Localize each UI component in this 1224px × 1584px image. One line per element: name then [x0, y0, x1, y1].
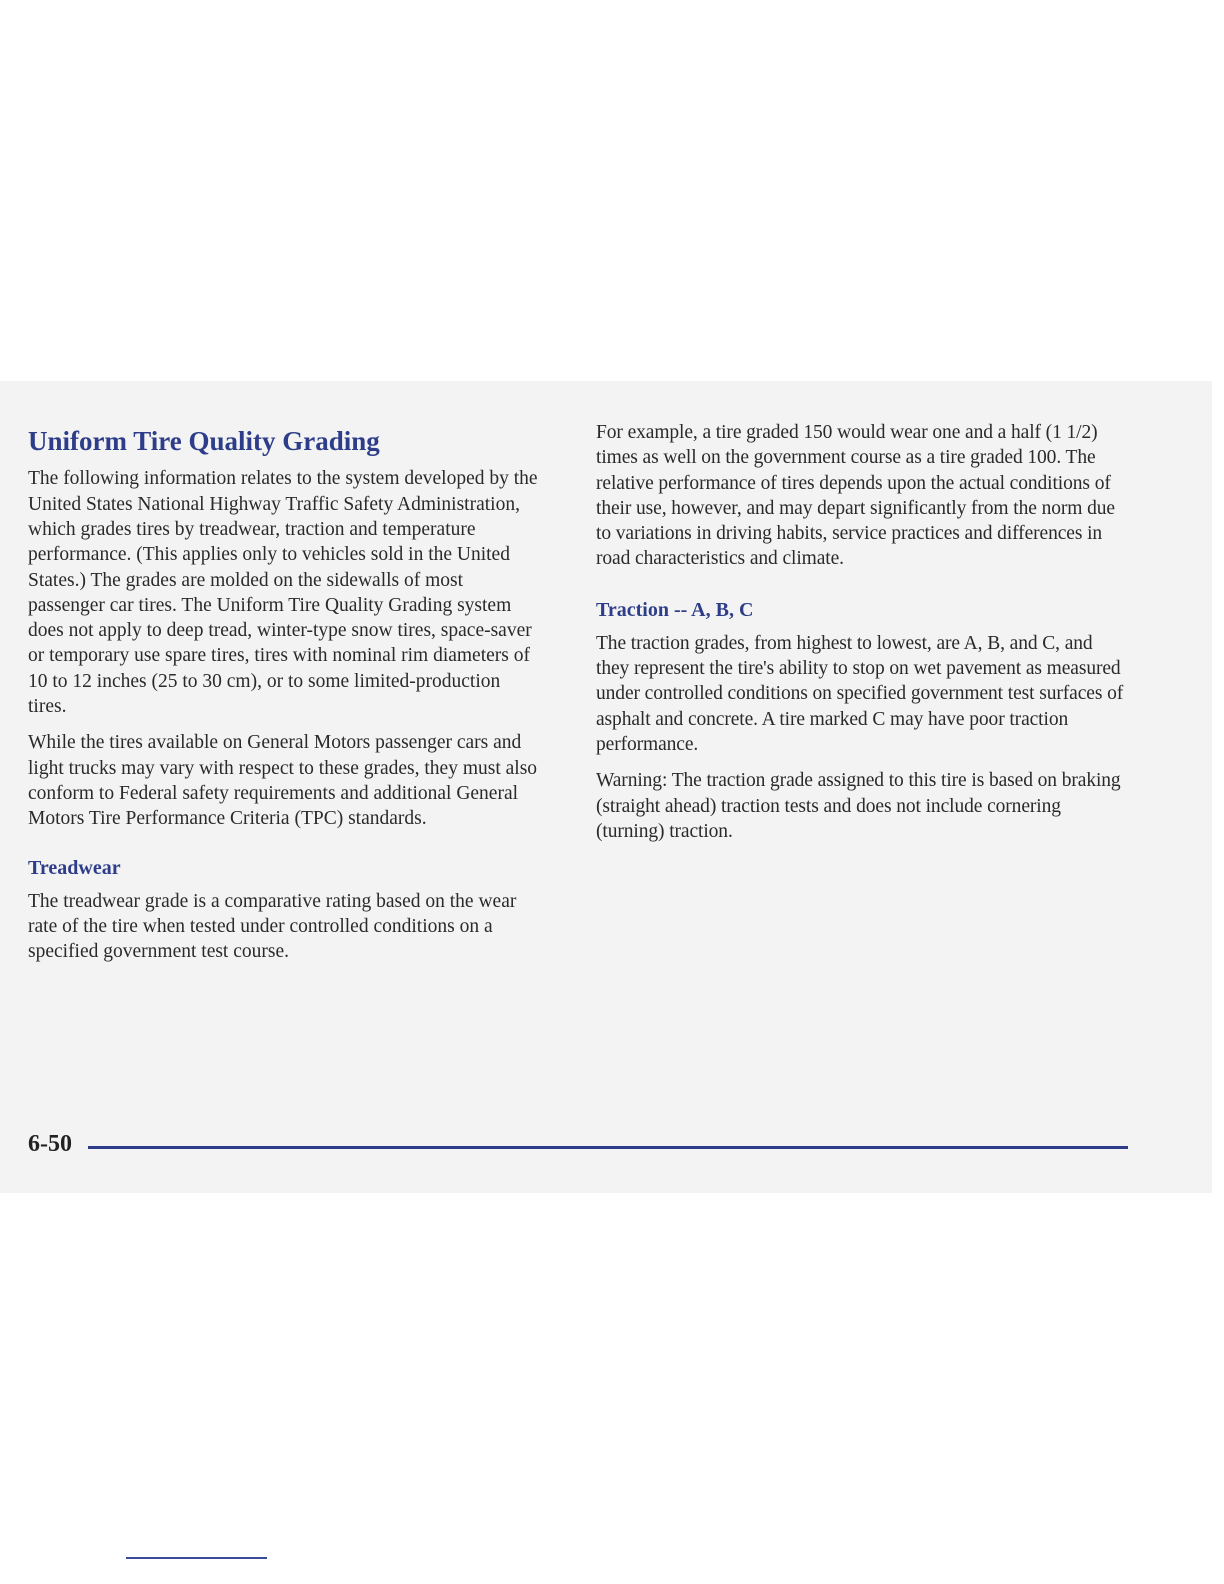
right-column: [596, 420, 1126, 855]
left-column: [28, 420, 543, 975]
gm-standards-paragraph: While the tires available on General Motors passenger cars and light trucks may vary with respect to these grades, they must also conform to Federal safety requirements and additional General Motors Tire Performance Criteria (TPC) standards.: [28, 732, 538, 830]
treadwear-example-paragraph: For example, a tire graded 150 would wear one and a half (1 1/2) times as well on the government course as a tire graded 100. The relative performance of tires depends upon the actual conditions of their use, however, and may depart significantly from the norm due to variations in driving habits, service practices and differences in road characteristics and climate.: [596, 422, 1115, 570]
traction-warning-paragraph: Warning: The traction grade assigned to this tire is based on braking (straight ahead) traction tests and does not include cornering (turning) traction.: [596, 770, 1121, 842]
treadwear-heading: Treadwear: [28, 856, 121, 879]
page-title: Uniform Tire Quality Grading: [28, 426, 380, 456]
bottom-decorative-line: [126, 1557, 267, 1559]
page-number: 6-50: [28, 1131, 72, 1157]
treadwear-paragraph: The treadwear grade is a comparative rating based on the wear rate of the tire when tested under controlled conditions on a specified government test course.: [28, 890, 517, 963]
traction-paragraph: The traction grades, from highest to lowest, are A, B, and C, and they represent the tire's ability to stop on wet pavement as measured under controlled conditions on specified government test surfaces of asphalt and concrete. A tire marked C may have poor traction performance.: [596, 632, 1124, 755]
footer-rule: [88, 1146, 1128, 1149]
traction-heading: Traction -- A, B, C: [596, 598, 754, 621]
intro-paragraph: The following information relates to the system developed by the United States National Highway Traffic Safety Administration, which grades tires by treadwear, traction and temperature performance. (This applies only to vehicles sold in the United States.) The grades are molded on the sidewalls of most passenger car tires. The Uniform Tire Quality Grading system does not apply to deep tread, winter-type snow tires, space-saver or temporary use spare tires, tires with nominal rim diameters of 10 to 12 inches (25 to 30 cm), or to some limited-production tires.: [28, 468, 538, 718]
